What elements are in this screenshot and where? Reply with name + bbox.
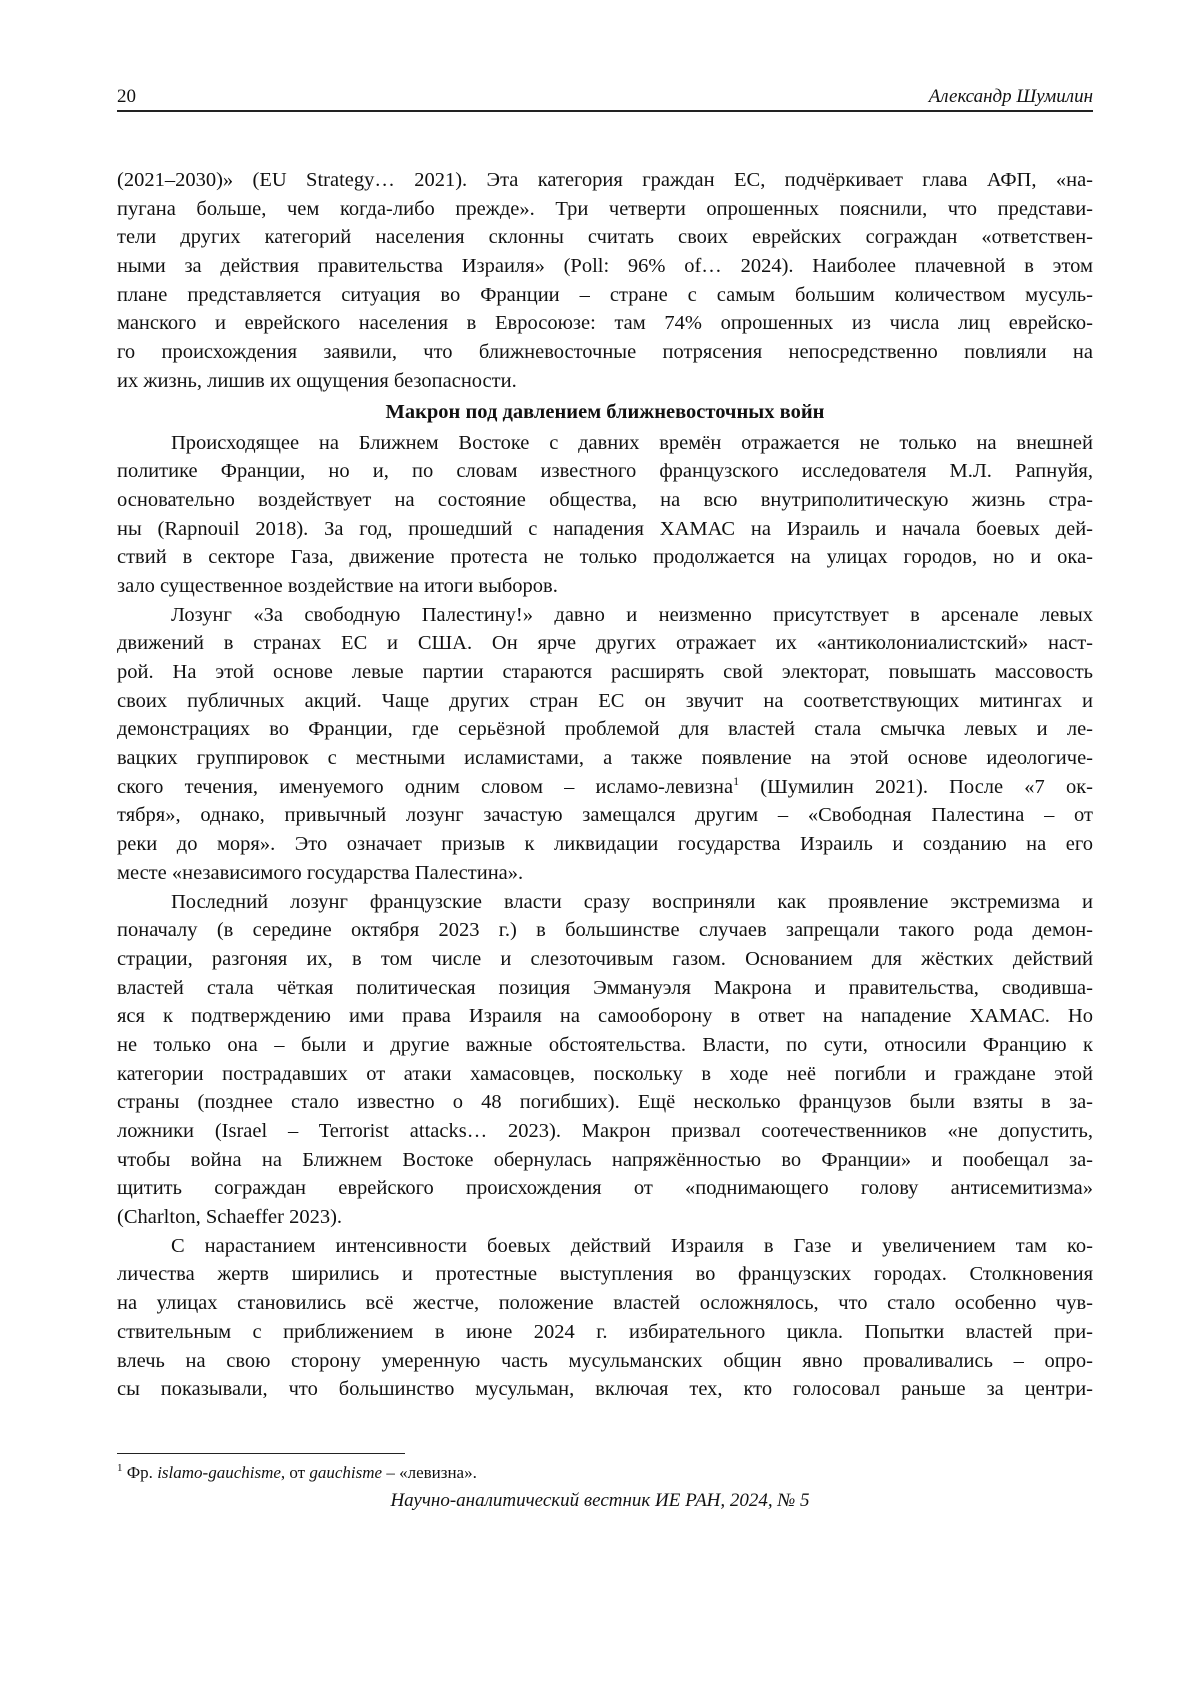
footnote	[117, 1462, 477, 1484]
footnote-number: 1	[117, 1462, 123, 1474]
footnote-ref[interactable]: 1	[733, 773, 740, 788]
text-line: го происхождения заявили, что ближневосточные потрясения непосредственно повлияли на	[117, 341, 1093, 364]
footnote-text: Фр.	[122, 1463, 158, 1482]
text-line: вацких группировок с местными исламистами, а также появление на этой основе идеологиче-	[117, 747, 1093, 770]
text-line: демонстрациях во Франции, где серьёзной проблемой для властей стала смычка левых и ле-	[117, 718, 1093, 741]
text-line: яся к подтверждению ими права Израиля на самооборону в ответ на нападение ХАМАС. Но	[117, 1005, 1093, 1028]
running-head-author: Александр Шумилин	[928, 86, 1093, 107]
text-line: ствительным с приближением в июне 2024 г. избирательного цикла. Попытки властей при-	[117, 1320, 1093, 1343]
text-line: властей стала чёткая политическая позиция Эммануэля Макрона и правительства, сводивша-	[117, 976, 1093, 999]
text-line: поначалу (в середине октября 2023 г.) в большинстве случаев запрещали такого рода демон-	[117, 919, 1093, 942]
text-segment: (Шумилин 2021). После «7 ок-	[739, 775, 1093, 798]
text-line: страны (позднее стало известно о 48 погибших). Ещё несколько французов были взяты в за-	[117, 1091, 1093, 1114]
text-line: пугана больше, чем когда-либо прежде». Три четверти опрошенных пояснили, что представи-	[117, 197, 1093, 220]
text-segment: ского течения, именуемого одним словом – исламо-левизна	[117, 775, 734, 798]
text-line: влечь на свою сторону умеренную часть мусульманских общин явно проваливались – опро-	[117, 1349, 1093, 1372]
text-line: сы показывали, что большинство мусульман, включая тех, кто голосовал раньше за центри-	[117, 1378, 1093, 1401]
text-line: политике Франции, но и, по словам известного французского исследователя М.Л. Рапнуйя,	[117, 460, 1093, 483]
text-line: страции, разгоняя их, в том числе и слезоточивым газом. Основанием для жёстких действий	[117, 947, 1093, 970]
text-line: рой. На этой основе левые партии стараются расширять свой электорат, повышать массовость	[117, 661, 1093, 683]
text-line: личества жертв ширились и протестные выступления во французских городах. Столкновения	[117, 1263, 1093, 1286]
text-line: ными за действия правительства Израиля» (Poll: 96% of… 2024). Наиболее плачевной в этом	[117, 255, 1093, 278]
text-line: ны (Rapnouil 2018). За год, прошедший с нападения ХАМАС на Израиль и начала боевых дей-	[117, 517, 1093, 540]
text-line: месте «независимого государства Палестина».	[117, 861, 524, 884]
text-line: не только она – были и другие важные обстоятельства. Власти, по сути, относили Францию к	[117, 1033, 1093, 1056]
page-header	[117, 84, 1093, 112]
footnote-term: islamo-gauchisme	[157, 1463, 281, 1482]
footnote-text: , от	[280, 1463, 310, 1482]
text-line: Происходящее на Ближнем Востоке с давних времён отражается не только на внешней	[171, 431, 1093, 454]
text-line: (Charlton, Schaeffer 2023).	[117, 1206, 343, 1229]
text-line: плане представляется ситуация во Франции – стране с самым большим количеством мусуль-	[117, 283, 1093, 306]
article-body	[117, 166, 1093, 1404]
text-line: своих публичных акций. Чаще других стран ЕС он звучит на соответствующих митингах и	[117, 689, 1093, 712]
footnote-term: gauchisme	[309, 1463, 383, 1482]
text-line-with-footnote-ref	[117, 773, 1093, 802]
text-line: их жизнь, лишив их ощущения безопасности.	[117, 369, 517, 392]
text-line: тября», однако, привычный лозунг зачастую замещался другим – «Свободная Палестина – от	[117, 804, 1093, 827]
footnote-divider	[117, 1453, 405, 1454]
text-line: Последний лозунг французские власти сразу восприняли как проявление экстремизма и	[171, 890, 1093, 913]
text-line: чтобы война на Ближнем Востоке обернулась напряжённостью во Франции» и пообещал за-	[117, 1148, 1093, 1171]
text-line: ложники (Israel – Terrorist attacks… 2023). Макрон призвал соотечественников «не допустить,	[117, 1120, 1093, 1142]
text-line: С нарастанием интенсивности боевых действий Израиля в Газе и увеличением там ко-	[171, 1234, 1093, 1257]
text-line: ствий в секторе Газа, движение протеста не только продолжается на улицах городов, но и ока-	[117, 546, 1093, 569]
footnote-text: – «левизна».	[382, 1463, 477, 1482]
text-line: щитить сограждан еврейского происхождения от «поднимающего голову антисемитизма»	[117, 1177, 1093, 1200]
text-line: на улицах становились всё жестче, положение властей осложнялось, что стало особенно чув-	[117, 1292, 1093, 1315]
section-heading: Макрон под давлением ближневосточных войн	[385, 400, 825, 423]
text-line: основательно воздействует на состояние общества, на всю внутриполитическую жизнь стра-	[117, 488, 1093, 511]
text-line: реки до моря». Это означает призыв к ликвидации государства Израиль и созданию на его	[117, 833, 1093, 856]
text-line: движений в странах ЕС и США. Он ярче других отражает их «антиколониалистский» наст-	[117, 632, 1093, 655]
text-line: (2021–2030)» (EU Strategy… 2021). Эта категория граждан ЕС, подчёркивает глава АФП, «на-	[117, 169, 1093, 191]
text-line: Лозунг «За свободную Палестину!» давно и неизменно присутствует в арсенале левых	[171, 603, 1093, 626]
text-line: манского и еврейского населения в Евросоюзе: там 74% опрошенных из числа лиц еврейско-	[117, 312, 1093, 335]
text-line: зало существенное воздействие на итоги выборов.	[117, 574, 558, 597]
page-number: 20	[117, 86, 136, 107]
text-line: категории пострадавших от атаки хамасовцев, поскольку в ходе неё погибли и граждане этой	[117, 1062, 1093, 1085]
journal-footer: Научно-аналитический вестник ИЕ РАН, 2024, № 5	[390, 1490, 810, 1511]
text-line: тели других категорий населения склонны считать своих еврейских сограждан «ответствен-	[117, 226, 1093, 249]
